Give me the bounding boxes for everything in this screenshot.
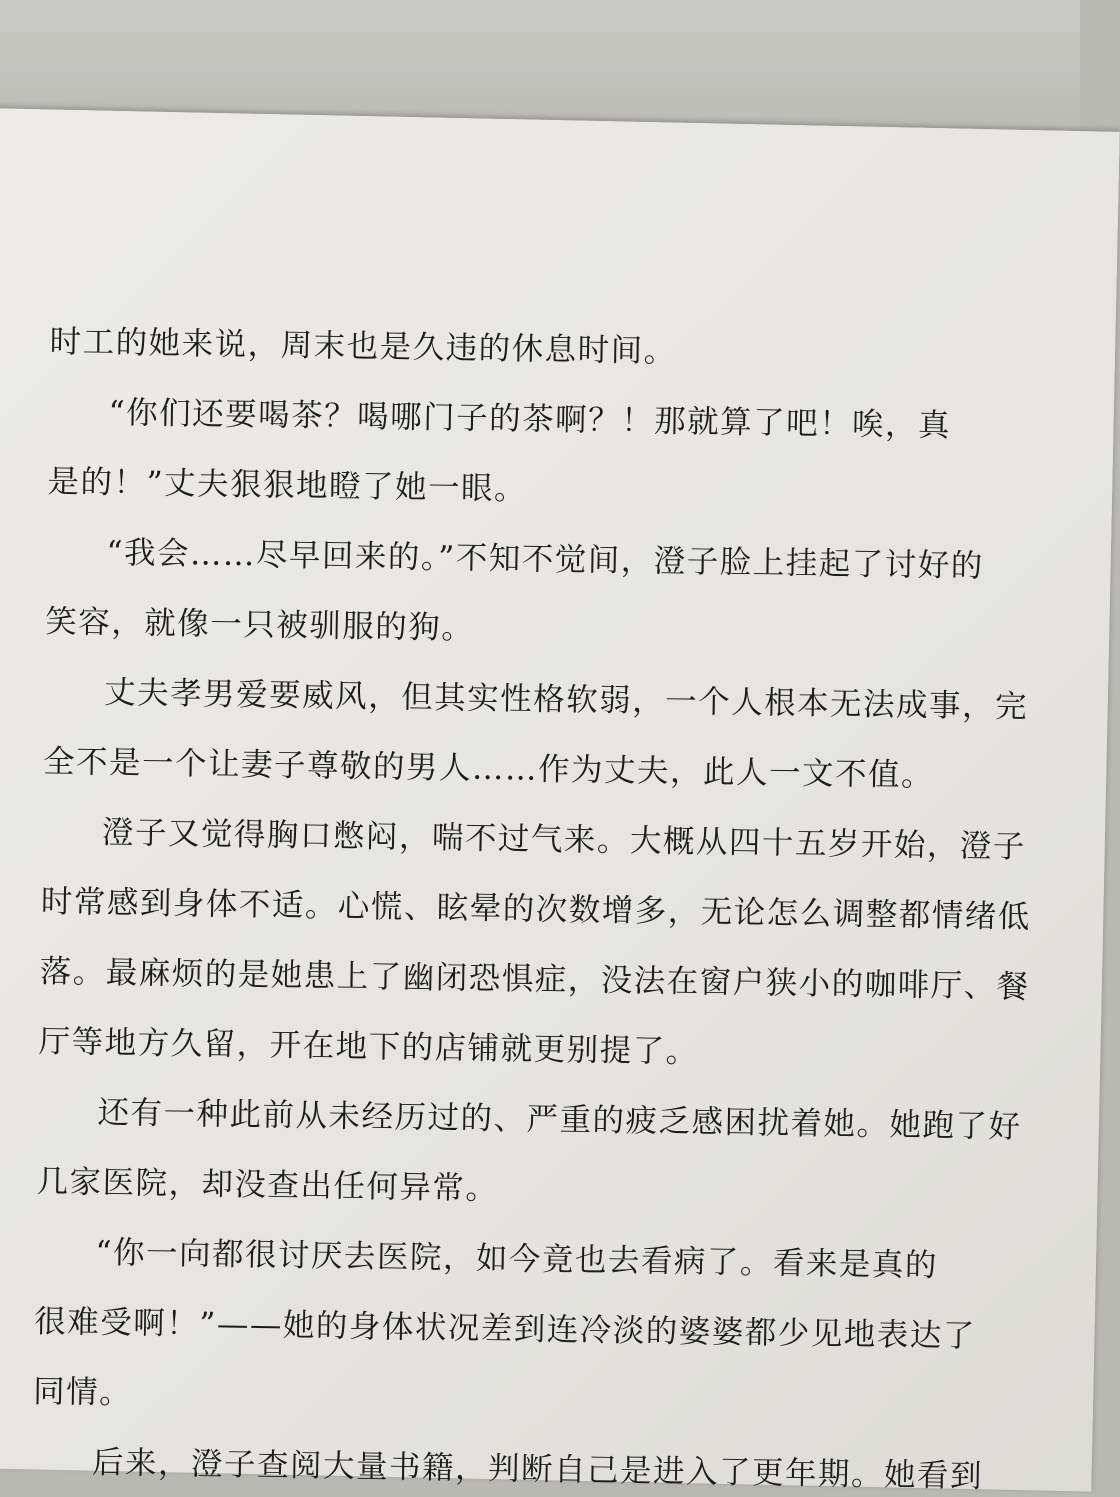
text-line: 丈夫孝男爱要威风，但其实性格软弱，一个人根本无法成事，完 (103, 674, 1029, 726)
text-line: “我会……尽早回来的。”不知不觉间，澄子脸上挂起了讨好的 (106, 534, 985, 585)
text-line: 几家医院，却没查出任何异常。 (36, 1163, 499, 1208)
text-line: 笑容，就像一只被驯服的狗。 (45, 603, 475, 647)
text-line: 全不是一个让妻子尊敬的男人……作为丈夫，此人一文不值。 (42, 743, 935, 794)
text-line: 时常感到身体不适。心慌、眩晕的次数增多，无论怎么调整都情绪低 (40, 883, 1032, 936)
text-line: 还有一种此前从未经历过的、严重的疲乏感困扰着她。她跑了好 (97, 1094, 1022, 1146)
text-line: 后来，澄子查阅大量书籍，判断自己是进入了更年期。她看到 (91, 1444, 984, 1495)
text-block (32, 322, 1040, 1495)
text-line: “你一向都很讨厌去医院，如今竟也去看病了。看来是真的 (95, 1234, 939, 1285)
text-line: 厅等地方久留，开在地下的店铺就更别提了。 (38, 1023, 699, 1071)
text-line: 落。最麻烦的是她患上了幽闭恐惧症，没法在窗户狭小的咖啡厅、餐 (39, 953, 1030, 1006)
text-line: 很难受啊！”——她的身体状况差到连冷淡的婆婆都少见地表达了 (34, 1303, 977, 1355)
text-line: 时工的她来说，周末也是久违的休息时间。 (49, 323, 677, 370)
text-line: 同情。 (32, 1373, 133, 1412)
text-line: 是的！”丈夫狠狠地瞪了她一眼。 (47, 463, 528, 508)
text-line: 澄子又觉得胸口憋闷，喘不过气来。大概从四十五岁开始，澄子 (101, 814, 1027, 866)
text-line: “你们还要喝茶？喝哪门子的茶啊？！那就算了吧！唉，真 (108, 394, 952, 445)
